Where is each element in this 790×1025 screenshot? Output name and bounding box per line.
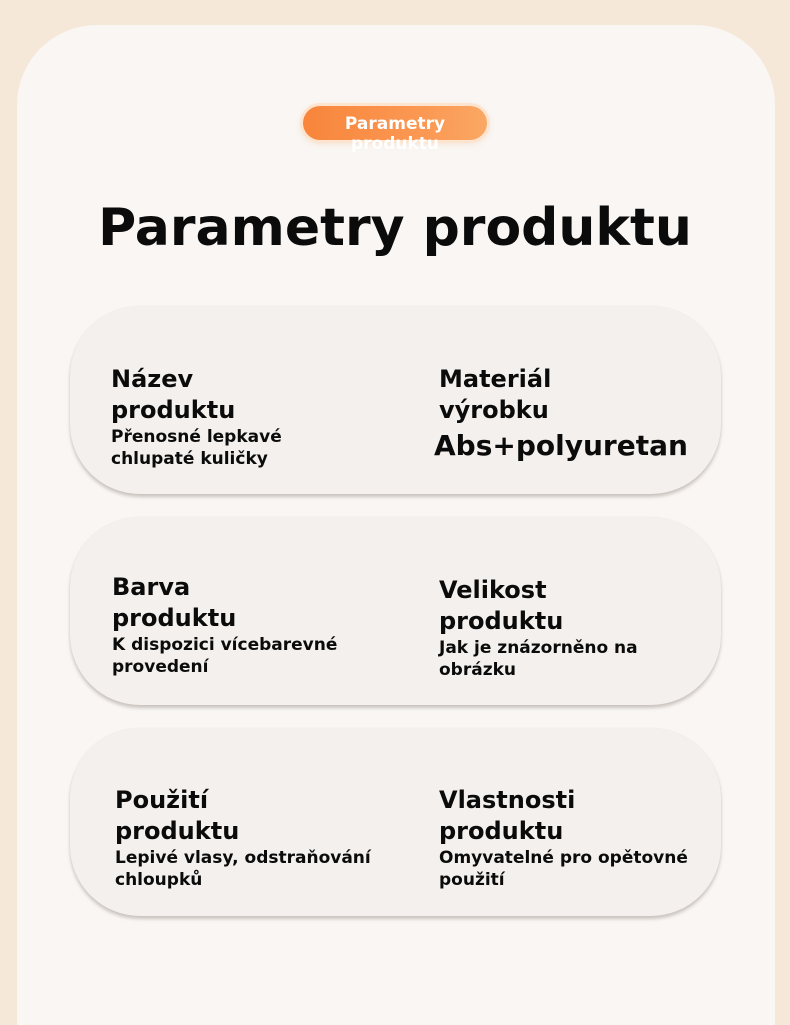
parameter-color-label: Barva produktu [112,573,237,632]
parameter-color [112,572,382,678]
page-title: Parametry produktu [98,198,692,258]
parameter-features [439,785,709,891]
parameter-card-1 [70,306,721,494]
parameter-features-value: Omyvatelné pro opětovné použití [439,848,688,890]
parameter-material [434,364,709,463]
parameter-material-value: Abs+polyuretan [434,429,688,462]
section-badge [303,106,487,154]
parameter-material-label: Materiál výrobku [439,365,552,424]
parameter-usage-value: Lepivé vlasy, odstraňování chloupků [115,848,371,890]
parameter-name-value: Přenosné lepkavé chlupaté kuličky [111,427,282,469]
parameter-card-2 [70,517,721,705]
parameter-usage-label: Použití produktu [115,786,240,845]
parameter-color-value: K dispozici vícebarevné provedení [112,635,338,677]
parameter-name-label: Název produktu [111,365,236,424]
parameter-usage [115,785,385,891]
parameter-size [439,575,709,681]
parameter-size-label: Velikost produktu [439,576,564,635]
parameter-name [111,364,381,470]
section-badge-label: Parametry produktu [344,114,446,154]
parameter-features-label: Vlastnosti produktu [439,786,576,845]
parameter-card-3 [70,728,721,916]
parameter-size-value: Jak je znázorněno na obrázku [439,638,638,680]
